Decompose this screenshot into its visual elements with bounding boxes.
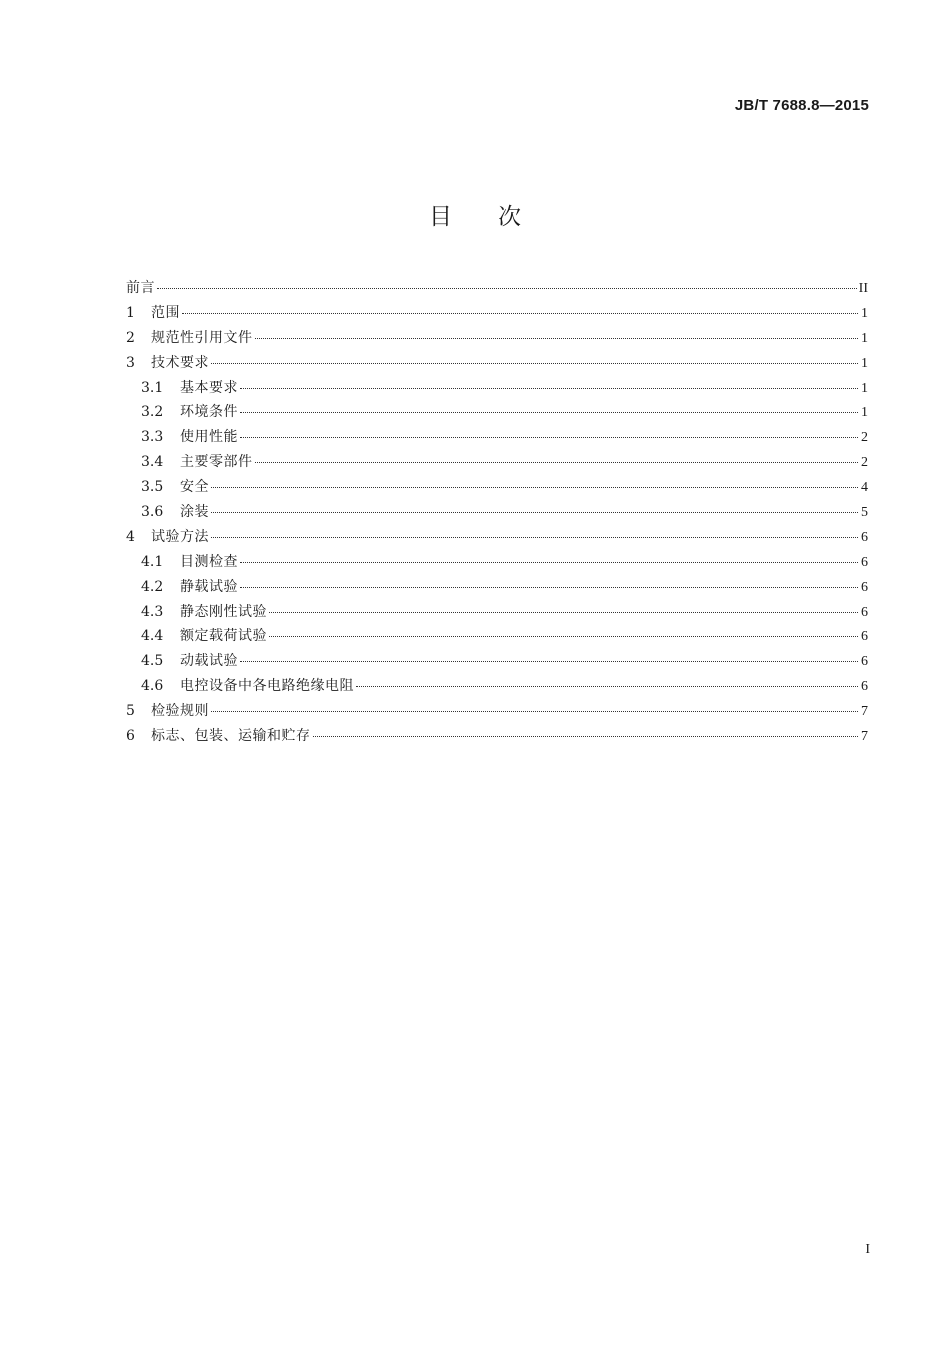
dot-leader (211, 711, 858, 712)
toc-entry-page: 1 (861, 380, 868, 396)
toc-entry-title: 技术要求 (151, 354, 209, 371)
dot-leader (211, 537, 858, 538)
toc-entry-title: 静态刚性试验 (180, 603, 267, 620)
toc-entry-number: 4.6 (141, 678, 164, 695)
toc-entry-title: 安全 (180, 479, 209, 496)
toc-entry-page: 1 (861, 355, 868, 371)
toc-title-char-2: 次 (498, 204, 521, 230)
toc-entry-number: 3.2 (141, 404, 164, 421)
toc-entry[interactable] (126, 400, 868, 425)
toc-entry-title: 范围 (151, 304, 180, 321)
toc-entry[interactable] (126, 724, 868, 749)
toc-entry-title: 动载试验 (180, 653, 238, 670)
standard-code: JB/T 7688.8—2015 (734, 97, 869, 114)
toc-entry-title: 前言 (126, 280, 155, 296)
toc-entry-page: 7 (861, 729, 868, 745)
toc-entry[interactable] (126, 550, 868, 575)
dot-leader (240, 587, 858, 588)
dot-leader (255, 462, 859, 463)
toc-entry-page: 6 (861, 529, 868, 545)
dot-leader (356, 686, 858, 687)
dot-leader (211, 487, 858, 488)
toc-entry-title: 标志、包装、运输和贮存 (151, 728, 311, 745)
toc-entry-number: 3.3 (141, 429, 164, 446)
toc-entry-number: 3.1 (141, 379, 164, 396)
toc-entry-title: 主要零部件 (180, 454, 253, 471)
toc-entry[interactable] (126, 326, 868, 351)
table-of-contents (126, 276, 868, 749)
toc-entry-page: 6 (861, 579, 868, 595)
dot-leader (269, 612, 858, 613)
toc-entry-page: 2 (861, 455, 868, 471)
dot-leader (269, 636, 858, 637)
toc-entry[interactable] (126, 475, 868, 500)
toc-entry-number: 5 (126, 703, 135, 720)
toc-entry-page: 4 (861, 480, 868, 496)
toc-entry[interactable] (126, 425, 868, 450)
toc-entry[interactable] (126, 699, 868, 724)
toc-entry-number: 4.1 (141, 553, 164, 570)
toc-entry-number: 4 (126, 528, 135, 545)
dot-leader (182, 313, 858, 314)
dot-leader (240, 562, 858, 563)
toc-entry-number: 4.3 (141, 603, 164, 620)
toc-entry-page: II (858, 281, 868, 296)
toc-entry-page: 1 (861, 305, 868, 321)
toc-entry-title: 电控设备中各电路绝缘电阻 (180, 678, 354, 695)
toc-entry[interactable] (126, 376, 868, 401)
dot-leader (211, 512, 858, 513)
toc-entry-title: 试验方法 (151, 528, 209, 545)
toc-entry[interactable] (126, 450, 868, 475)
dot-leader (240, 437, 858, 438)
toc-entry-title: 检验规则 (151, 703, 209, 720)
dot-leader (313, 736, 859, 737)
toc-entry-page: 1 (861, 405, 868, 421)
toc-entry-title: 规范性引用文件 (151, 329, 253, 346)
toc-entry-number: 4.2 (141, 578, 164, 595)
toc-entry[interactable] (126, 351, 868, 376)
toc-entry-title: 环境条件 (180, 404, 238, 421)
toc-entry-title: 使用性能 (180, 429, 238, 446)
toc-entry[interactable] (126, 649, 868, 674)
toc-entry-number: 4.5 (141, 653, 164, 670)
dot-leader (255, 338, 859, 339)
toc-title-char-1: 目 (429, 204, 452, 230)
toc-entry-page: 6 (861, 654, 868, 670)
toc-entry-title: 基本要求 (180, 379, 238, 396)
toc-entry[interactable] (126, 624, 868, 649)
toc-entry[interactable] (126, 276, 868, 301)
toc-entry-title: 额定载荷试验 (180, 628, 267, 645)
toc-entry[interactable] (126, 600, 868, 625)
toc-entry-page: 7 (861, 704, 868, 720)
toc-entry[interactable] (126, 525, 868, 550)
dot-leader (240, 388, 858, 389)
toc-entry-page: 1 (861, 330, 868, 346)
toc-entry[interactable] (126, 674, 868, 699)
toc-entry-title: 静载试验 (180, 578, 238, 595)
page-number: I (865, 1242, 870, 1257)
dot-leader (240, 661, 858, 662)
toc-entry-page: 2 (861, 430, 868, 446)
toc-entry-page: 6 (861, 679, 868, 695)
toc-entry-page: 6 (861, 604, 868, 620)
toc-entry-title: 涂装 (180, 504, 209, 521)
toc-entry[interactable] (126, 301, 868, 326)
toc-entry-number: 1 (126, 304, 135, 321)
dot-leader (240, 412, 858, 413)
toc-entry-number: 3.6 (141, 504, 164, 521)
dot-leader (157, 288, 857, 289)
toc-entry-page: 6 (861, 554, 868, 570)
toc-entry[interactable] (126, 500, 868, 525)
toc-entry-number: 6 (126, 728, 135, 745)
toc-entry-title: 目测检查 (180, 553, 238, 570)
toc-entry-number: 3.4 (141, 454, 164, 471)
toc-title (0, 198, 950, 231)
toc-entry-page: 5 (861, 505, 868, 521)
toc-entry-page: 6 (861, 629, 868, 645)
toc-entry-number: 2 (126, 329, 135, 346)
toc-entry-number: 3 (126, 354, 135, 371)
dot-leader (211, 363, 858, 364)
toc-entry-number: 3.5 (141, 479, 164, 496)
toc-entry-number: 4.4 (141, 628, 164, 645)
toc-entry[interactable] (126, 575, 868, 600)
